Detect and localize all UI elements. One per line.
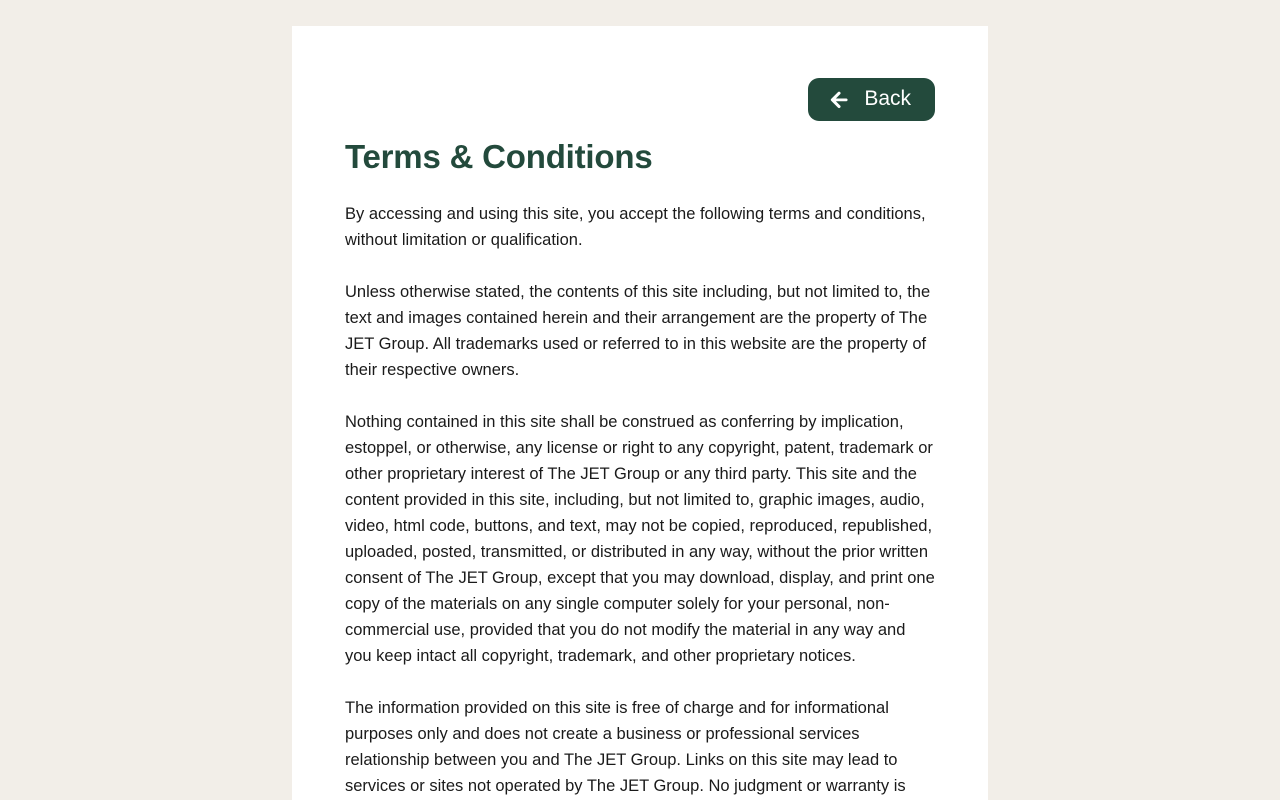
toolbar bbox=[345, 26, 935, 121]
back-button-label: Back bbox=[864, 87, 911, 110]
content-card-inner bbox=[292, 26, 988, 799]
terms-paragraph: Nothing contained in this site shall be construed as conferring by implication, estoppel, or otherwise, any license or right to any copyright, patent, trademark or other proprietary interest of The JET Group or any third party. This site and the content provided in this site, including, but not limited to, graphic images, audio, video, html code, buttons, and text, may not be copied, reproduced, republished, uploaded, posted, transmitted, or distributed in any way, without the prior written consent of The JET Group, except that you may download, display, and print one copy of the materials on any single computer solely for your personal, non-commercial use, provided that you do not modify the material in any way and you keep intact all copyright, trademark, and other proprietary notices. bbox=[345, 413, 935, 666]
arrow-left-icon bbox=[828, 89, 850, 111]
content-card bbox=[292, 26, 988, 800]
terms-paragraph: By accessing and using this site, you accept the following terms and conditions, without limitation or qualification. bbox=[345, 205, 926, 250]
page-title: Terms & Conditions bbox=[345, 138, 653, 175]
terms-body bbox=[345, 201, 935, 799]
terms-paragraph: The information provided on this site is free of charge and for informational purposes only and does not create a business or professional services relationship between you and The JET Group. Links on this site may lead to services or sites not operated by The JET Group. No judgment or warranty is bbox=[345, 699, 906, 796]
terms-paragraph: Unless otherwise stated, the contents of this site including, but not limited to, the text and images contained herein and their arrangement are the property of The JET Group. All trademarks used or referred to in this website are the property of their respective owners. bbox=[345, 283, 931, 380]
back-button[interactable] bbox=[808, 78, 935, 121]
